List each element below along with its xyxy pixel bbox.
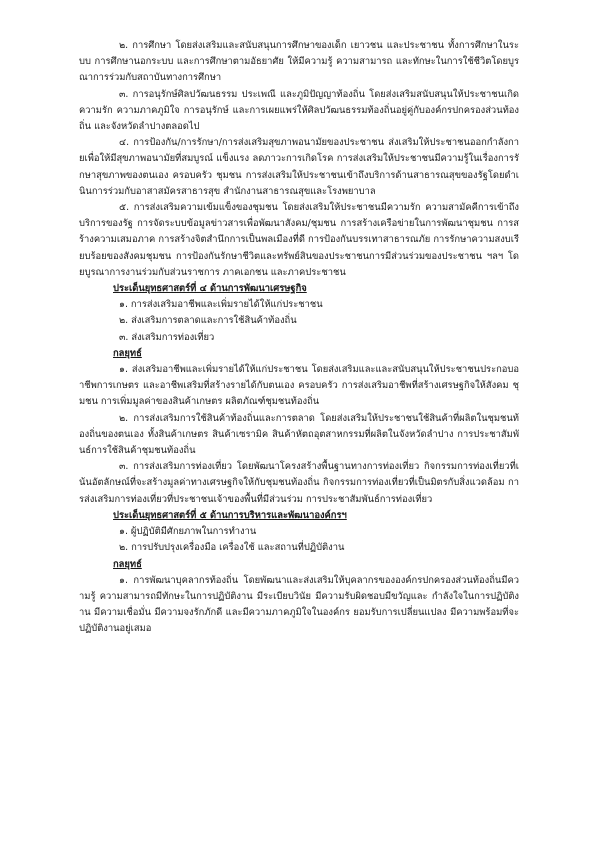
- paragraph-occupation-income: ๑. ส่งเสริมอาชีพและเพิ่มรายได้ให้แก่ประชาชน โดยส่งเสริมและและสนับสนุนให้ประชาชนประกอบอาชีพการเกษตร และอาชีพเสริมที่สร้างรายได้กับตนเอง ครอบครัว การส่งเสริมอาชีพที่สร้างเศรษฐกิจให้สังคม ชุมชน การเพิ่มมูลค่าของสินค้าเกษตร ผลิตภัณฑ์ชุมชนท้องถิ่น: [79, 364, 519, 408]
- heading-tactics-economy: กลยุทธ์: [113, 347, 142, 359]
- paragraph-education: ๒. การศึกษา โดยส่งเสริมและสนับสนุนการศึกษาของเด็ก เยาวชน และประชาชน ทั้งการศึกษาในระบบ การศึกษานอกระบบ และการศึกษาตามอัธยาศัย ให้มีความรู้ ความสามารถ และทักษะในการใช้ชีวิตโดยบูรณาการร่วมกับสถาบันทางการศึกษา: [79, 40, 519, 84]
- paragraph-community-strength: ๕. การส่งเสริมความเข้มแข็งของชุมชน โดยส่งเสริมให้ประชาชนมีความรัก ความสามัคคีการเข้าถึงบริการของรัฐ การจัดระบบข้อมูลข่าวสารเพื่อพัฒนาสังคม/ชุมชน การสร้างเครือข่ายในการพัฒนาชุมชน การสร้างความเสมอภาค การสร้างจิตสำนึกการเป็นพลเมืองที่ดี การป้องกันบรรเทาสาธารณภัย การรักษาความสงบเรียบร้อยของสังคมชุมชน การป้องกันรักษาชีวิตและทรัพย์สินของประชาชนการมีส่วนร่วมของประชาชน ฯลฯ โดยบูรณาการงานร่วมกับส่วนราชการ ภาคเอกชน และภาคประชาชน: [79, 202, 519, 278]
- paragraph-public-health: ๔. การป้องกัน/การรักษา/การส่งเสริมสุขภาพอนามัยของประชาชน ส่งเสริมให้ประชาชนออกกำลังกายเพื่อให้มีสุขภาพอนามัยที่สมบูรณ์ แข็งแรง ลดภาวะการเกิดโรค การส่งเสริมให้ประชาชนมีความรู้ในเรื่องการรักษาสุขภาพของตนเอง ครอบครัว ชุมชน การส่งเสริมให้ประชาชนเข้าถึงบริการด้านสาธารณสุขของรัฐโดยดำเนินการร่วมกับอาสาสมัครสาธารสุข สำนักงานสาธารณสุขและโรงพยาบาล: [79, 137, 519, 197]
- heading-strategy-5-administration: ประเด็นยุทธศาสตร์ที่ ๕ ด้านการบริหารและพัฒนาองค์กรฯ: [113, 509, 347, 521]
- list-item-administration-2: ๒. การปรับปรุงเครื่องมือ เครื่องใช้ และสถานที่ปฏิบัติงาน: [119, 542, 345, 554]
- heading-strategy-4-economy: ประเด็นยุทธศาสตร์ที่ ๔ ด้านการพัฒนาเศรษฐกิจ: [113, 283, 307, 295]
- paragraph-tourism: ๓. การส่งเสริมการท่องเที่ยว โดยพัฒนาโครงสร้างพื้นฐานทางการท่องเที่ยว กิจกรรมการท่องเที่ยวที่เน้นอัตลักษณ์ที่จะสร้างมูลค่าทางเศรษฐกิจให้กับชุมชนท้องถิ่น กิจกรรมการท่องเที่ยวที่เป็นมิตรกับสิ่งแวดล้อม การส่งเสริมการท่องเที่ยวที่ประชาชนเจ้าของพื้นที่มีส่วนร่วม การประชาสัมพันธ์การท่องเที่ยว: [79, 461, 519, 505]
- heading-tactics-administration: กลยุทธ์: [113, 558, 142, 570]
- document-body: [79, 38, 519, 638]
- list-item-economy-3: ๓. ส่งเสริมการท่องเที่ยว: [119, 331, 215, 343]
- paragraph-culture-conservation: ๓. การอนุรักษ์ศิลปวัฒนธรรม ประเพณี และภูมิปัญญาท้องถิ่น โดยส่งเสริมสนับสนุนให้ประชาชนเกิดความรัก ความภาคภูมิใจ การอนุรักษ์ และการเผยแพร่ให้ศิลปวัฒนธรรมท้องถิ่นอยู่คู่กับองค์กรปกครองส่วนท้องถิ่น และจังหวัดลำปางตลอดไป: [79, 88, 519, 133]
- list-item-economy-2: ๒. ส่งเสริมการตลาดและการใช้สินค้าท้องถิ่น: [119, 315, 297, 327]
- list-item-administration-1: ๑. ผู้ปฏิบัติมีศักยภาพในการทำงาน: [119, 526, 257, 538]
- paragraph-personnel-development: ๑. การพัฒนาบุคลากรท้องถิ่น โดยพัฒนาและส่งเสริมให้บุคลากรขององค์กรปกครองส่วนท้องถิ่นมีความรู้ ความสามารถมีทักษะในการปฏิบัติงาน มีระเบียบวินัย มีความรับผิดชอบมีขวัญและ กำลังใจในการปฏิบัติงาน มีความเชื่อมั่น มีความจงรักภักดี และมีความภาคภูมิใจในองค์กร ยอมรับการเปลี่ยนแปลง มีความพร้อมที่จะปฏิบัติงานอยู่เสมอ: [79, 574, 519, 635]
- paragraph-local-products: ๒. การส่งเสริมการใช้สินค้าท้องถิ่นและการตลาด โดยส่งเสริมให้ประชาชนใช้สินค้าที่ผลิตในชุมชนท้องถิ่นของตนเอง ทั้งสินค้าเกษตร สินค้าเซรามิค สินค้าหัตถอุตสาหกรรมที่ผลิตในจังหวัดลำปาง การประชาสัมพันธ์การใช้สินค้าชุมชนท้องถิ่น: [79, 412, 519, 457]
- list-item-economy-1: ๑. การส่งเสริมอาชีพและเพิ่มรายได้ให้แก่ประชาชน: [119, 299, 323, 311]
